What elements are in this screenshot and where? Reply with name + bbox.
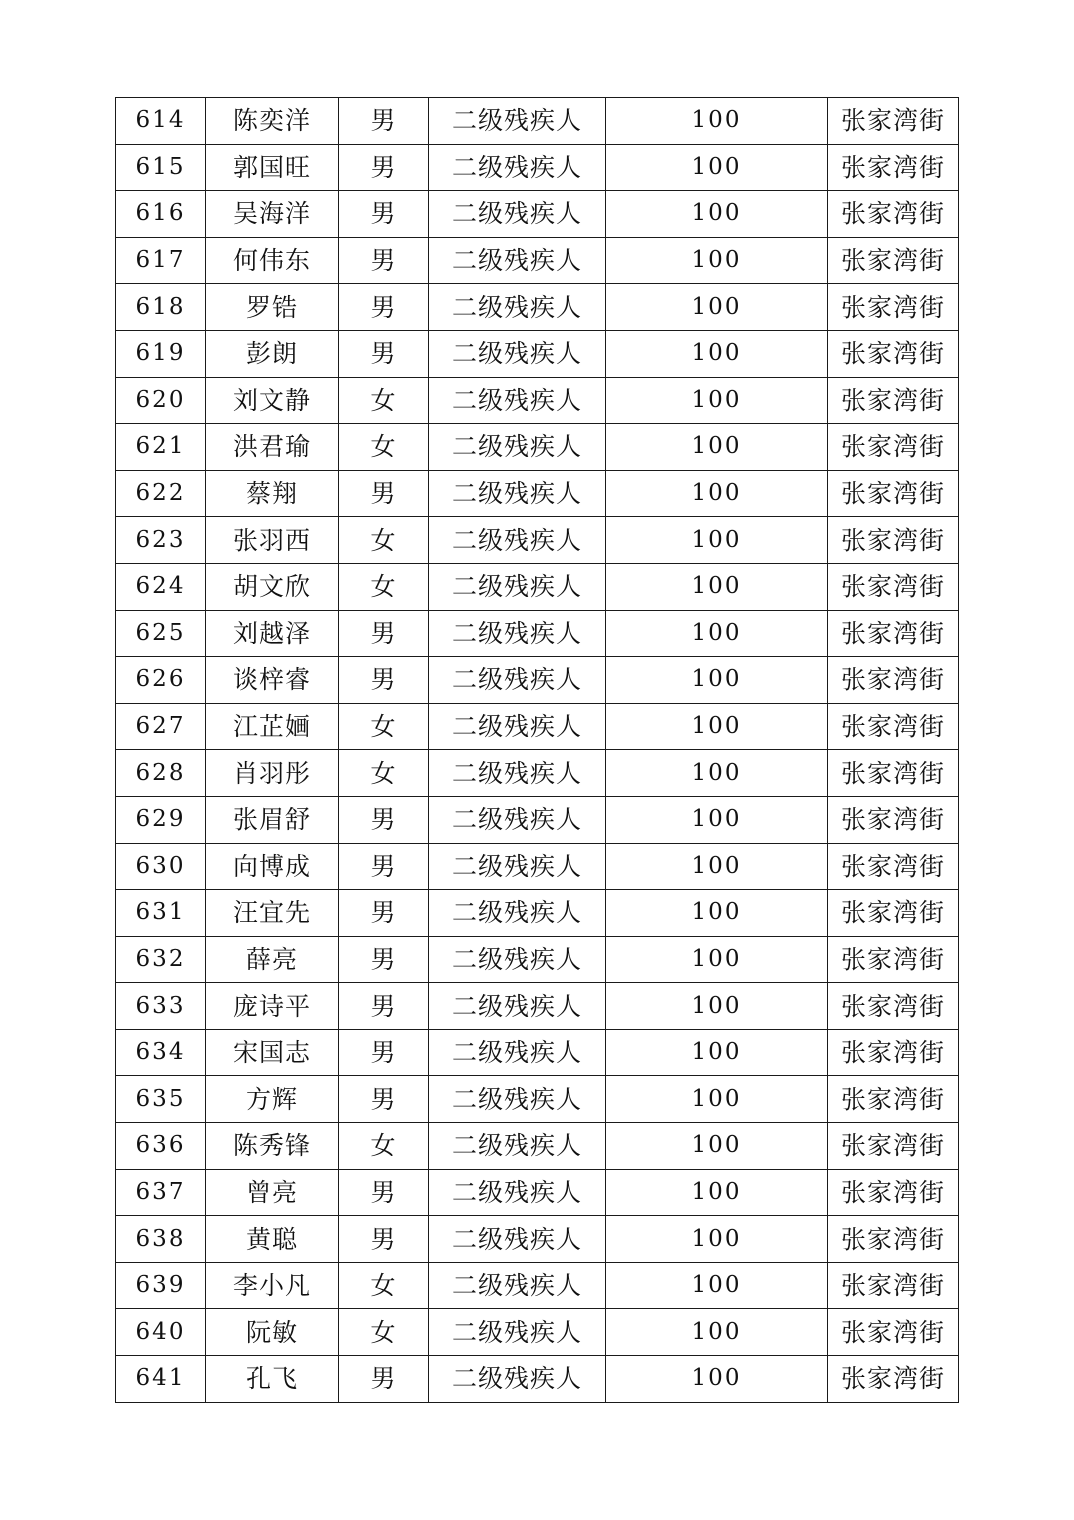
- street-cell: 张家湾街: [828, 98, 959, 145]
- row-number-cell: 636: [116, 1123, 206, 1170]
- amount-cell: 100: [606, 843, 828, 890]
- category-cell: 二级残疾人: [429, 1262, 606, 1309]
- row-number-cell: 618: [116, 284, 206, 331]
- gender-cell: 女: [339, 424, 429, 471]
- table-row: [116, 936, 959, 983]
- category-cell: 二级残疾人: [429, 796, 606, 843]
- table-row: [116, 1356, 959, 1403]
- amount-cell: 100: [606, 563, 828, 610]
- name-cell: 陈奕洋: [206, 98, 339, 145]
- gender-cell: 男: [339, 470, 429, 517]
- name-cell: 张眉舒: [206, 796, 339, 843]
- table-row: [116, 377, 959, 424]
- row-number-cell: 638: [116, 1216, 206, 1263]
- street-cell: 张家湾街: [828, 191, 959, 238]
- amount-cell: 100: [606, 144, 828, 191]
- street-cell: 张家湾街: [828, 284, 959, 331]
- amount-cell: 100: [606, 890, 828, 937]
- table-row: [116, 1309, 959, 1356]
- row-number-cell: 639: [116, 1262, 206, 1309]
- table-row: [116, 517, 959, 564]
- name-cell: 李小凡: [206, 1262, 339, 1309]
- category-cell: 二级残疾人: [429, 610, 606, 657]
- amount-cell: 100: [606, 98, 828, 145]
- category-cell: 二级残疾人: [429, 983, 606, 1030]
- row-number-cell: 616: [116, 191, 206, 238]
- gender-cell: 女: [339, 563, 429, 610]
- name-cell: 郭国旺: [206, 144, 339, 191]
- row-number-cell: 615: [116, 144, 206, 191]
- amount-cell: 100: [606, 470, 828, 517]
- name-cell: 谈梓睿: [206, 657, 339, 704]
- street-cell: 张家湾街: [828, 796, 959, 843]
- amount-cell: 100: [606, 1309, 828, 1356]
- gender-cell: 男: [339, 284, 429, 331]
- amount-cell: 100: [606, 983, 828, 1030]
- category-cell: 二级残疾人: [429, 1216, 606, 1263]
- category-cell: 二级残疾人: [429, 517, 606, 564]
- table-row: [116, 1262, 959, 1309]
- row-number-cell: 628: [116, 750, 206, 797]
- amount-cell: 100: [606, 1169, 828, 1216]
- street-cell: 张家湾街: [828, 470, 959, 517]
- subsidy-list-table: [115, 97, 959, 1403]
- gender-cell: 男: [339, 1076, 429, 1123]
- row-number-cell: 617: [116, 237, 206, 284]
- category-cell: 二级残疾人: [429, 424, 606, 471]
- gender-cell: 女: [339, 377, 429, 424]
- category-cell: 二级残疾人: [429, 237, 606, 284]
- amount-cell: 100: [606, 1123, 828, 1170]
- name-cell: 陈秀锋: [206, 1123, 339, 1170]
- table-row: [116, 610, 959, 657]
- street-cell: 张家湾街: [828, 843, 959, 890]
- row-number-cell: 619: [116, 330, 206, 377]
- category-cell: 二级残疾人: [429, 191, 606, 238]
- name-cell: 彭朗: [206, 330, 339, 377]
- gender-cell: 男: [339, 237, 429, 284]
- street-cell: 张家湾街: [828, 890, 959, 937]
- gender-cell: 男: [339, 610, 429, 657]
- table-row: [116, 424, 959, 471]
- name-cell: 张羽西: [206, 517, 339, 564]
- gender-cell: 男: [339, 657, 429, 704]
- amount-cell: 100: [606, 284, 828, 331]
- row-number-cell: 622: [116, 470, 206, 517]
- name-cell: 庞诗平: [206, 983, 339, 1030]
- street-cell: 张家湾街: [828, 936, 959, 983]
- name-cell: 阮敏: [206, 1309, 339, 1356]
- gender-cell: 男: [339, 98, 429, 145]
- street-cell: 张家湾街: [828, 657, 959, 704]
- row-number-cell: 626: [116, 657, 206, 704]
- row-number-cell: 620: [116, 377, 206, 424]
- table-row: [116, 237, 959, 284]
- name-cell: 向博成: [206, 843, 339, 890]
- table-row: [116, 703, 959, 750]
- street-cell: 张家湾街: [828, 703, 959, 750]
- street-cell: 张家湾街: [828, 377, 959, 424]
- amount-cell: 100: [606, 936, 828, 983]
- table-row: [116, 330, 959, 377]
- amount-cell: 100: [606, 517, 828, 564]
- row-number-cell: 632: [116, 936, 206, 983]
- row-number-cell: 640: [116, 1309, 206, 1356]
- category-cell: 二级残疾人: [429, 563, 606, 610]
- street-cell: 张家湾街: [828, 1262, 959, 1309]
- category-cell: 二级残疾人: [429, 98, 606, 145]
- gender-cell: 男: [339, 890, 429, 937]
- amount-cell: 100: [606, 237, 828, 284]
- gender-cell: 男: [339, 191, 429, 238]
- name-cell: 蔡翔: [206, 470, 339, 517]
- street-cell: 张家湾街: [828, 750, 959, 797]
- category-cell: 二级残疾人: [429, 1309, 606, 1356]
- street-cell: 张家湾街: [828, 610, 959, 657]
- name-cell: 罗锆: [206, 284, 339, 331]
- name-cell: 宋国志: [206, 1029, 339, 1076]
- category-cell: 二级残疾人: [429, 890, 606, 937]
- gender-cell: 男: [339, 1169, 429, 1216]
- category-cell: 二级残疾人: [429, 1169, 606, 1216]
- street-cell: 张家湾街: [828, 563, 959, 610]
- row-number-cell: 633: [116, 983, 206, 1030]
- name-cell: 胡文欣: [206, 563, 339, 610]
- name-cell: 汪宜先: [206, 890, 339, 937]
- amount-cell: 100: [606, 703, 828, 750]
- table-row: [116, 1216, 959, 1263]
- gender-cell: 男: [339, 1029, 429, 1076]
- amount-cell: 100: [606, 610, 828, 657]
- gender-cell: 女: [339, 1262, 429, 1309]
- row-number-cell: 634: [116, 1029, 206, 1076]
- amount-cell: 100: [606, 330, 828, 377]
- amount-cell: 100: [606, 657, 828, 704]
- name-cell: 吴海洋: [206, 191, 339, 238]
- category-cell: 二级残疾人: [429, 936, 606, 983]
- name-cell: 江芷婳: [206, 703, 339, 750]
- category-cell: 二级残疾人: [429, 284, 606, 331]
- category-cell: 二级残疾人: [429, 750, 606, 797]
- street-cell: 张家湾街: [828, 983, 959, 1030]
- amount-cell: 100: [606, 1262, 828, 1309]
- name-cell: 刘文静: [206, 377, 339, 424]
- name-cell: 洪君瑜: [206, 424, 339, 471]
- amount-cell: 100: [606, 750, 828, 797]
- category-cell: 二级残疾人: [429, 1076, 606, 1123]
- amount-cell: 100: [606, 1216, 828, 1263]
- category-cell: 二级残疾人: [429, 703, 606, 750]
- table-row: [116, 657, 959, 704]
- table-row: [116, 470, 959, 517]
- street-cell: 张家湾街: [828, 1123, 959, 1170]
- table-row: [116, 284, 959, 331]
- table-row: [116, 1076, 959, 1123]
- category-cell: 二级残疾人: [429, 470, 606, 517]
- row-number-cell: 630: [116, 843, 206, 890]
- category-cell: 二级残疾人: [429, 1029, 606, 1076]
- amount-cell: 100: [606, 1076, 828, 1123]
- table-row: [116, 563, 959, 610]
- street-cell: 张家湾街: [828, 330, 959, 377]
- row-number-cell: 625: [116, 610, 206, 657]
- row-number-cell: 614: [116, 98, 206, 145]
- street-cell: 张家湾街: [828, 517, 959, 564]
- category-cell: 二级残疾人: [429, 1123, 606, 1170]
- row-number-cell: 637: [116, 1169, 206, 1216]
- gender-cell: 男: [339, 330, 429, 377]
- category-cell: 二级残疾人: [429, 657, 606, 704]
- gender-cell: 男: [339, 936, 429, 983]
- name-cell: 曾亮: [206, 1169, 339, 1216]
- table-row: [116, 750, 959, 797]
- street-cell: 张家湾街: [828, 424, 959, 471]
- street-cell: 张家湾街: [828, 1309, 959, 1356]
- table-body: [116, 98, 959, 1403]
- gender-cell: 女: [339, 1123, 429, 1170]
- category-cell: 二级残疾人: [429, 144, 606, 191]
- row-number-cell: 629: [116, 796, 206, 843]
- row-number-cell: 641: [116, 1356, 206, 1403]
- gender-cell: 女: [339, 703, 429, 750]
- row-number-cell: 624: [116, 563, 206, 610]
- gender-cell: 男: [339, 843, 429, 890]
- table-row: [116, 890, 959, 937]
- street-cell: 张家湾街: [828, 1169, 959, 1216]
- category-cell: 二级残疾人: [429, 377, 606, 424]
- table-row: [116, 843, 959, 890]
- amount-cell: 100: [606, 796, 828, 843]
- table-row: [116, 144, 959, 191]
- gender-cell: 女: [339, 1309, 429, 1356]
- name-cell: 肖羽彤: [206, 750, 339, 797]
- street-cell: 张家湾街: [828, 1029, 959, 1076]
- name-cell: 方辉: [206, 1076, 339, 1123]
- amount-cell: 100: [606, 1356, 828, 1403]
- street-cell: 张家湾街: [828, 1076, 959, 1123]
- row-number-cell: 621: [116, 424, 206, 471]
- category-cell: 二级残疾人: [429, 843, 606, 890]
- name-cell: 何伟东: [206, 237, 339, 284]
- name-cell: 黄聪: [206, 1216, 339, 1263]
- amount-cell: 100: [606, 191, 828, 238]
- name-cell: 薛亮: [206, 936, 339, 983]
- row-number-cell: 631: [116, 890, 206, 937]
- amount-cell: 100: [606, 377, 828, 424]
- street-cell: 张家湾街: [828, 1356, 959, 1403]
- row-number-cell: 627: [116, 703, 206, 750]
- street-cell: 张家湾街: [828, 144, 959, 191]
- gender-cell: 男: [339, 1216, 429, 1263]
- name-cell: 刘越泽: [206, 610, 339, 657]
- amount-cell: 100: [606, 424, 828, 471]
- table-row: [116, 98, 959, 145]
- table-row: [116, 1029, 959, 1076]
- gender-cell: 男: [339, 983, 429, 1030]
- gender-cell: 女: [339, 750, 429, 797]
- gender-cell: 男: [339, 1356, 429, 1403]
- gender-cell: 女: [339, 517, 429, 564]
- street-cell: 张家湾街: [828, 1216, 959, 1263]
- table-row: [116, 796, 959, 843]
- amount-cell: 100: [606, 1029, 828, 1076]
- table-row: [116, 191, 959, 238]
- gender-cell: 男: [339, 144, 429, 191]
- table-row: [116, 983, 959, 1030]
- gender-cell: 男: [339, 796, 429, 843]
- category-cell: 二级残疾人: [429, 330, 606, 377]
- table-row: [116, 1123, 959, 1170]
- table-row: [116, 1169, 959, 1216]
- street-cell: 张家湾街: [828, 237, 959, 284]
- category-cell: 二级残疾人: [429, 1356, 606, 1403]
- row-number-cell: 623: [116, 517, 206, 564]
- row-number-cell: 635: [116, 1076, 206, 1123]
- name-cell: 孔飞: [206, 1356, 339, 1403]
